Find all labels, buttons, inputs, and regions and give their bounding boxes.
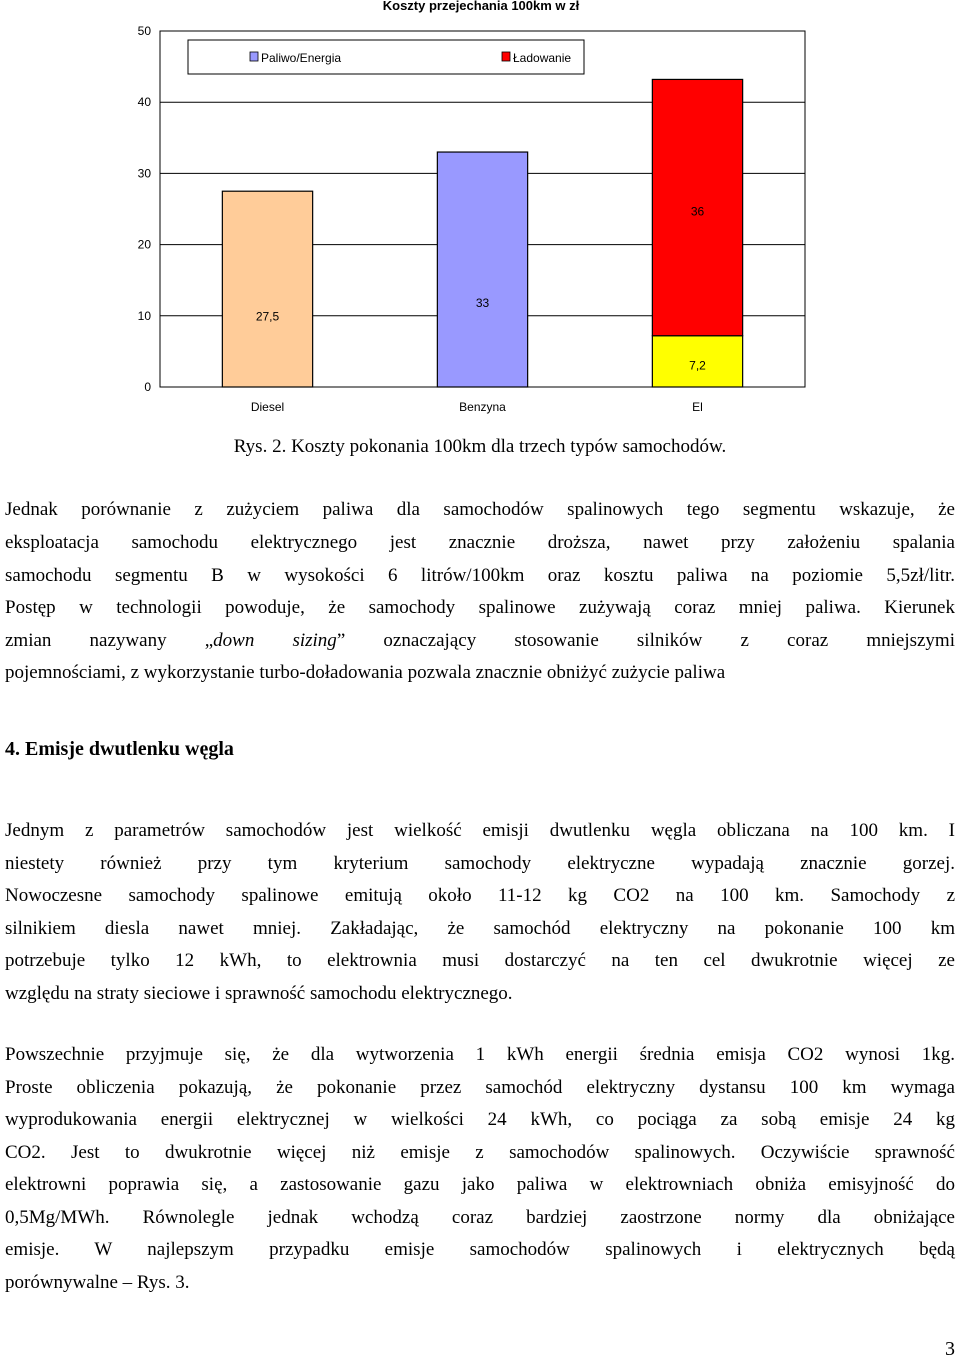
page-number: 3 xyxy=(945,1338,955,1360)
text-line: Proste obliczenia pokazują, że pokonanie przez samochód elektryczny dystansu 100 km wymaga xyxy=(5,1077,955,1098)
x-tick-label: Diesel xyxy=(250,400,285,414)
data-label: 36 xyxy=(690,204,705,219)
y-axis-ticks xyxy=(138,24,152,394)
legend-swatch-ladowanie xyxy=(502,52,510,61)
legend xyxy=(188,40,584,74)
text-line: niestety również przy tym kryterium samochody elektryczne wypadają znacznie gorzej. xyxy=(5,853,955,874)
text-span: ” oznaczający stosowanie silników z coraz mniejszymi xyxy=(336,630,955,651)
text-line: Postęp w technologii powoduje, że samochody spalinowe zużywają coraz mniej paliwa. Kierunek xyxy=(5,597,955,618)
text-line xyxy=(5,625,955,658)
text-line: względu na straty sieciowe i sprawność samochodu elektrycznego. xyxy=(5,983,513,1004)
y-tick-label: 20 xyxy=(137,237,151,252)
text-line: elektrowni poprawia się, a zastosowanie gazu jako paliwa w elektrowniach obniża emisyjność do xyxy=(5,1174,955,1195)
bar-chart-svg xyxy=(0,0,960,430)
chart-title: Koszty przejechania 100km w zł xyxy=(382,0,580,13)
text-line: emisje. W najlepszym przypadku emisje samochodów spalinowych i elektrycznych będą xyxy=(5,1239,955,1260)
figure-caption: Rys. 2. Koszty pokonania 100km dla trzech typów samochodów. xyxy=(233,436,727,457)
italic-term: down sizing xyxy=(213,630,337,651)
y-tick-label: 30 xyxy=(137,166,151,181)
text-span: zmian nazywany „ xyxy=(5,630,214,651)
text-line: Nowoczesne samochody spalinowe emitują około 11-12 kg CO2 na 100 km. Samochody z xyxy=(5,885,955,906)
x-axis-ticks xyxy=(251,400,703,414)
data-label: 33 xyxy=(475,296,490,311)
y-tick-label: 40 xyxy=(137,95,151,110)
text-line: CO2. Jest to dwukrotnie więcej niż emisje z samochodów spalinowych. Oczywiście sprawność xyxy=(5,1142,955,1163)
y-tick-label: 50 xyxy=(137,24,151,38)
y-tick-label: 10 xyxy=(137,308,151,323)
y-tick-label: 0 xyxy=(144,380,151,394)
text-line: Jednym z parametrów samochodów jest wielkość emisji dwutlenku węgla obliczana na 100 km. I xyxy=(5,820,955,841)
x-tick-label: El xyxy=(692,400,703,414)
data-label: 27,5 xyxy=(255,309,280,324)
legend-label-ladowanie: Ładowanie xyxy=(513,51,572,65)
bars xyxy=(222,79,742,387)
text-line: porównywalne – Rys. 3. xyxy=(5,1272,190,1293)
data-label: 7,2 xyxy=(689,358,706,373)
text-line: silnikiem diesla nawet mniej. Zakładając, że samochód elektryczny na pokonanie 100 km xyxy=(5,918,955,939)
text-line: potrzebuje tylko 12 kWh, to elektrownia musi dostarczyć na ten cel dwukrotnie więcej ze xyxy=(5,950,955,971)
text-line: eksploatacja samochodu elektrycznego jest znacznie droższa, nawet przy założeniu spalania xyxy=(5,532,955,553)
text-line: pojemnościami, z wykorzystanie turbo-doładowania pozwala znacznie obniżyć zużycie paliwa xyxy=(5,662,726,683)
cost-chart xyxy=(0,0,960,470)
text-line: samochodu segmentu B w wysokości 6 litrów/100km oraz kosztu paliwa na poziomie 5,5zł/litr. xyxy=(5,565,955,586)
bar-segment xyxy=(437,152,527,387)
section-heading: 4. Emisje dwutlenku węgla xyxy=(5,738,234,760)
text-line: wyprodukowania energii elektrycznej w wielkości 24 kWh, co pociąga za sobą emisje 24 kg xyxy=(5,1109,955,1130)
text-line: 0,5Mg/MWh. Równolegle jednak wchodzą coraz bardziej zaostrzone normy dla obniżające xyxy=(5,1207,955,1228)
text-line: Jednak porównanie z zużyciem paliwa dla samochodów spalinowych tego segmentu wskazuje, że xyxy=(5,499,955,520)
legend-swatch-paliwo xyxy=(250,52,258,61)
legend-label-paliwo: Paliwo/Energia xyxy=(261,51,342,65)
text-line: Powszechnie przyjmuje się, że dla wytworzenia 1 kWh energii średnia emisja CO2 wynosi 1kg. xyxy=(5,1044,955,1065)
x-tick-label: Benzyna xyxy=(459,400,506,414)
bar-segment xyxy=(222,191,312,387)
